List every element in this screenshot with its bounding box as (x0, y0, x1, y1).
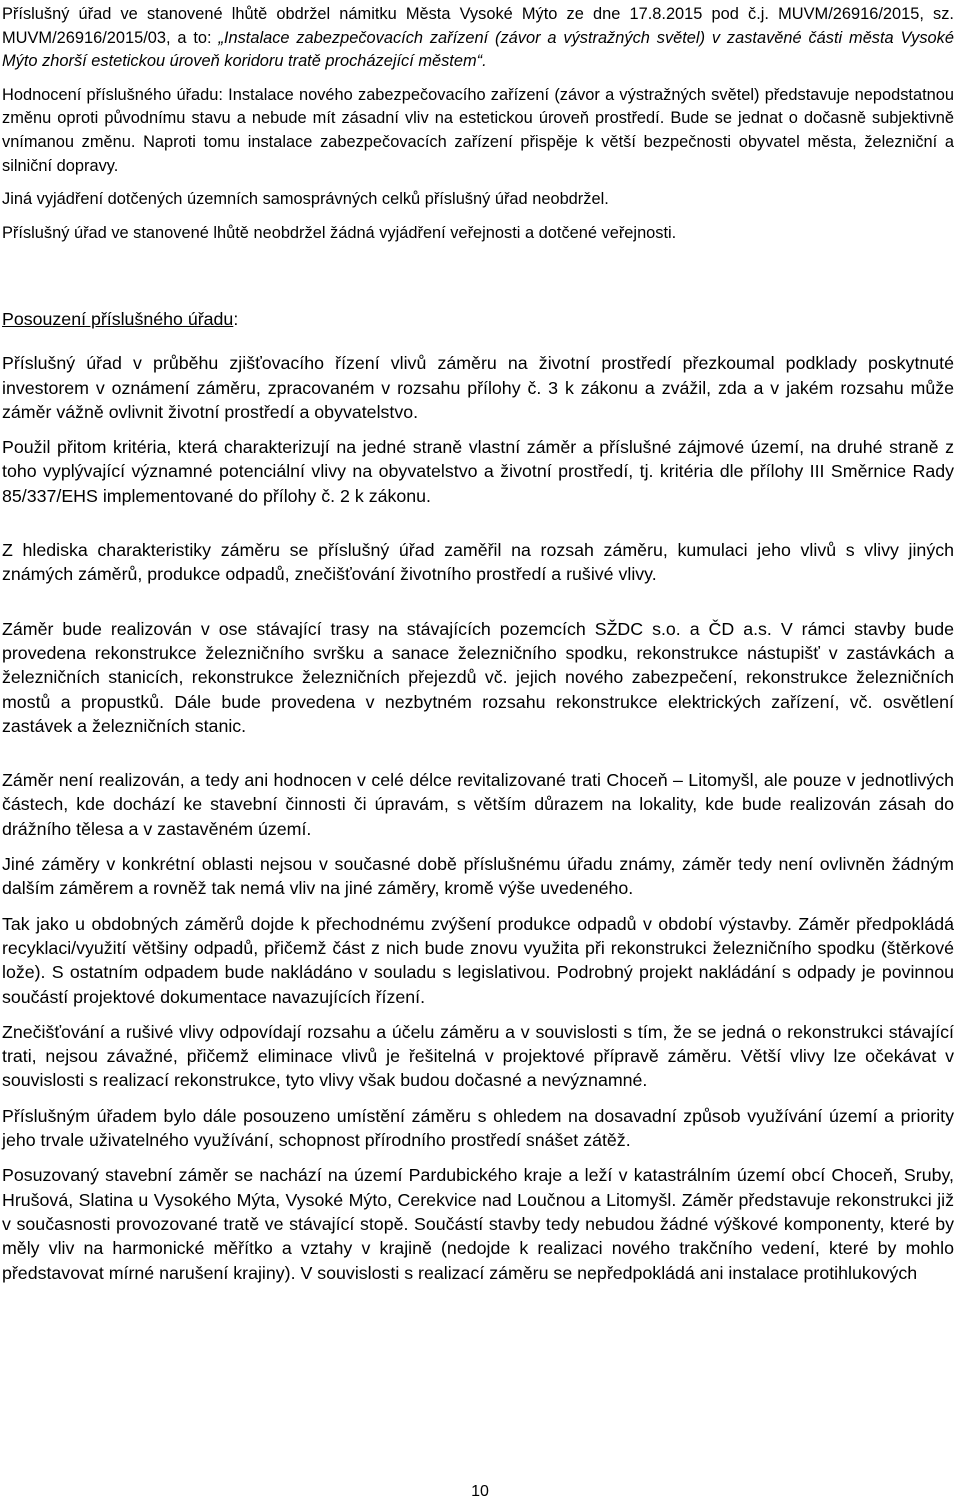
assessment-section (2, 307, 954, 1285)
objections-block (2, 3, 954, 245)
section-heading-colon: : (233, 309, 239, 329)
assessment-paragraph-3: Z hlediska charakteristiky záměru se příslušný úřad zaměřil na rozsah záměru, kumulaci jeho vlivů s vlivy jiných známých záměrů, produkce odpadů, znečišťování životního prostředí a rušivé vlivy. (2, 540, 954, 585)
assessment-paragraph-6: Jiné záměry v konkrétní oblasti nejsou v současné době příslušnému úřadu známy, záměr tedy není ovlivněn žádným dalším záměrem a rovněž tak nemá vliv na jiné záměry, kromě výše uvedeného. (2, 854, 954, 899)
assessment-paragraph-2: Použil přitom kritéria, která charakterizují na jedné straně vlastní záměr a příslušné zájmové území, na druhé straně z toho vyplývající významné potenciální vlivy na obyvatelstvo a životní prostředí, tj. kritéria dle přílohy III Směrnice Rady 85/337/EHS implementované do přílohy č. 2 k zákonu. (2, 437, 954, 506)
objection-quote: „Instalace zabezpečovacích zařízení (závor a výstražných světel) v zastavěné části města Vysoké Mýto zhorší estetickou úroveň koridoru tratě procházející městem“. (2, 28, 954, 71)
assessment-paragraph-5: Záměr není realizován, a tedy ani hodnocen v celé délce revitalizované trati Choceň – Litomyšl, ale pouze v jednotlivých částech, kde dochází ke stavební činnosti či úpravám, s větším důrazem na lokality, kde bude realizován zásah do drážního tělesa a v zastavěném území. (2, 770, 954, 839)
section-heading (2, 307, 954, 331)
assessment-paragraph-4: Záměr bude realizován v ose stávající trasy na stávajících pozemcích SŽDC s.o. a ČD a.s. V rámci stavby bude provedena rekonstrukce železničního svršku a sanace železničního spodku, rekonstrukce nástupišť v zastávkách a železničních stanicích, rekonstrukce železničních přejezdů vč. jejich nového zabezpečení, rekonstrukce železničních mostů a propustků. Dále bude provedena v nezbytném rozsahu rekonstrukce elektrických zařízení, vč. osvětlení zastávek a železničních stanic. (2, 618, 954, 736)
assessment-paragraph-8: Znečišťování a rušivé vlivy odpovídají rozsahu a účelu záměru a v souvislosti s tím, že se jedná o rekonstrukci stávající trati, nejsou závažné, přičemž eliminace vlivů je řešitelná v projektové přípravě záměru. Větší vlivy lze očekávat v souvislosti s realizací rekonstrukce, tyto vlivy však budou dočasné a nevýznamné. (2, 1021, 954, 1091)
section-heading-text: Posouzení příslušného úřadu (2, 309, 234, 329)
municipalities-note: Jiná vyjádření dotčených územních samosprávných celků příslušný úřad neobdržel. (2, 190, 609, 209)
assessment-paragraph-9: Příslušným úřadem bylo dále posouzeno umístění záměru s ohledem na dosavadní způsob využívání území a priority jeho trvale uživatelného využívání, schopnost přírodního prostředí snášet zátěž. (2, 1105, 954, 1151)
public-note: Příslušný úřad ve stanovené lhůtě neobdržel žádná vyjádření veřejnosti a dotčené veřejnosti. (2, 223, 677, 242)
page-number: 10 (471, 1483, 489, 1500)
assessment-paragraph-1: Příslušný úřad v průběhu zjišťovacího řízení vlivů záměru na životní prostředí přezkoumal podklady poskytnuté investorem v oznámení záměru, zpracovaném v rozsahu přílohy č. 3 k zákonu a zvážil, zda a v jakém rozsahu může záměr vážně ovlivnit životní prostředí a obyvatelstvo. (2, 353, 954, 422)
authority-evaluation: Hodnocení příslušného úřadu: Instalace nového zabezpečovacího zařízení (závor a výstražných světel) představuje nepodstatnou změnu oproti původnímu stavu a nebude mít zásadní vliv na estetickou úroveň prostředí. Bude se jednat o dočasně subjektivně vnímanou změnu. Naproti tomu instalace zabezpečovacích zařízení přispěje k větší bezpečnosti obyvatel města, železniční a silniční dopravy. (2, 85, 954, 175)
assessment-paragraph-7: Tak jako u obdobných záměrů dojde k přechodnému zvýšení produkce odpadů v období výstavby. Záměr předpokládá recyklaci/využití většiny odpadů, přičemž část z nich bude znovu využita při rekonstrukci železničního spodku (štěrkové lože). S ostatním odpadem bude nakládáno v souladu s legislativou. Podrobný projekt nakládání s odpady je povinnou součástí projektové dokumentace navazujících řízení. (2, 913, 954, 1007)
objection-lead: Příslušný úřad ve stanovené lhůtě obdržel námitku Města Vysoké Mýto ze dne 17.8.2015 pod č.j. MUVM/26916/2015, sz. MUVM/26916/2015/03, a to: (2, 5, 954, 47)
objection-paragraph (2, 3, 954, 74)
assessment-paragraph-10: Posuzovaný stavební záměr se nachází na území Pardubického kraje a leží v katastrálním území obcí Choceň, Sruby, Hrušová, Slatina u Vysokého Mýta, Vysoké Mýto, Cerekvice nad Loučnou a Litomyšl. Záměr představuje rekonstrukci již v současnosti provozované tratě ve stávající stopě. Součástí stavby tedy nebudou žádné výškové komponenty, které by měly vliv na harmonické měřítko a vztahy v krajině (nedojde k realizaci nového trakčního vedení, které by mohlo představovat mírné narušení krajiny). V souvislosti s realizací záměru se nepředpokládá ani instalace protihlukových (2, 1165, 954, 1283)
